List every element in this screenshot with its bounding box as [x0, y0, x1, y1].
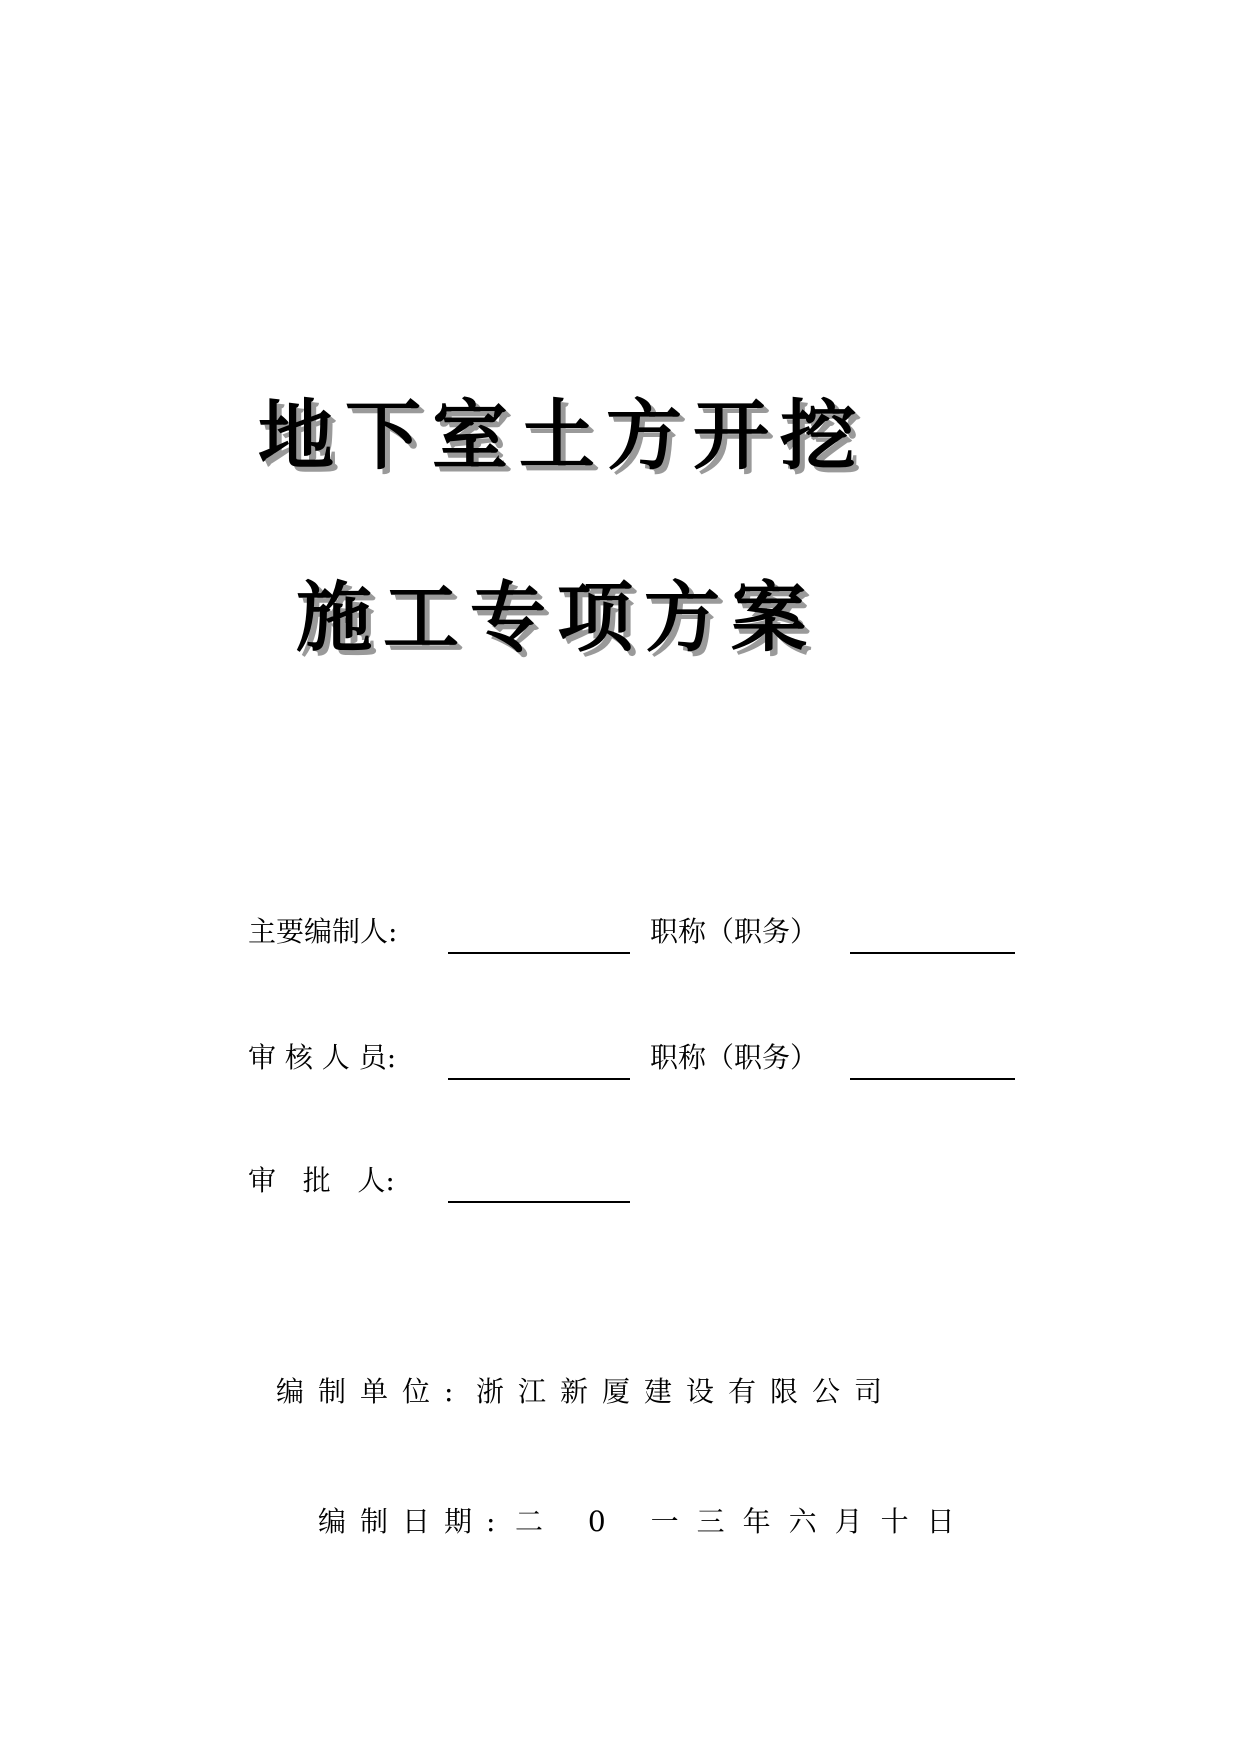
document-title-line-2: 施工专项方案: [296, 573, 818, 662]
document-title-line-1: 地下室土方开挖: [258, 391, 867, 480]
main-editor-blank: [448, 952, 630, 954]
reviewer-label: 审 核 人 员:: [248, 1041, 397, 1074]
date-label: 编制日期:: [318, 1505, 510, 1538]
organization-label: 编制单位:: [276, 1375, 468, 1408]
title-position-blank-2: [850, 1078, 1015, 1080]
title-position-label-1: 职称（职务）: [650, 915, 819, 948]
title-position-blank-1: [850, 952, 1015, 954]
organization-value: 浙江新厦建设有限公司: [476, 1375, 897, 1408]
reviewer-blank: [448, 1078, 630, 1080]
title-position-label-2: 职称（职务）: [650, 1041, 819, 1074]
approver-label: 审 批 人:: [248, 1164, 395, 1197]
approver-blank: [448, 1201, 630, 1203]
date-value: 二 0 一三年六月十日: [515, 1505, 973, 1538]
main-editor-label: 主要编制人:: [248, 915, 398, 948]
